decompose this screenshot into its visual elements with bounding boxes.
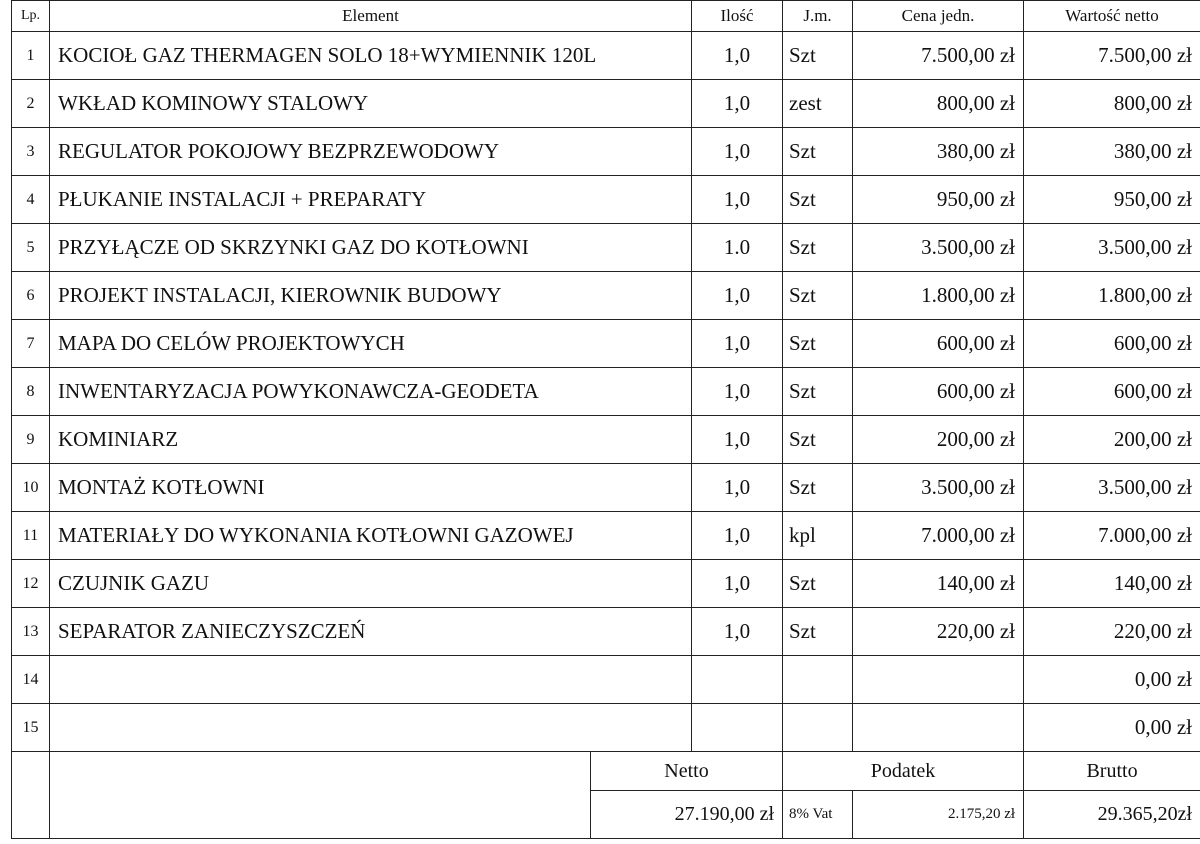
row-element: INWENTARYZACJA POWYKONAWCZA-GEODETA <box>50 368 692 416</box>
table-row <box>12 512 1200 560</box>
row-lp: 14 <box>12 656 50 704</box>
row-unit-price: 3.500,00 zł <box>853 464 1024 512</box>
row-lp: 8 <box>12 368 50 416</box>
table-row <box>12 32 1200 80</box>
row-unit-price: 600,00 zł <box>853 368 1024 416</box>
row-element <box>50 656 692 704</box>
table-row <box>12 128 1200 176</box>
row-unit-price: 3.500,00 zł <box>853 224 1024 272</box>
row-lp: 1 <box>12 32 50 80</box>
row-element: KOMINIARZ <box>50 416 692 464</box>
row-element: PRZYŁĄCZE OD SKRZYNKI GAZ DO KOTŁOWNI <box>50 224 692 272</box>
row-lp: 9 <box>12 416 50 464</box>
row-lp: 2 <box>12 80 50 128</box>
row-net-value: 7.500,00 zł <box>1024 32 1200 80</box>
row-qty: 1,0 <box>692 560 783 608</box>
row-qty: 1,0 <box>692 464 783 512</box>
row-net-value: 0,00 zł <box>1024 704 1200 752</box>
table-row <box>12 464 1200 512</box>
summary-brutto-value: 29.365,20zł <box>1024 791 1200 839</box>
row-unit-price: 600,00 zł <box>853 320 1024 368</box>
row-qty: 1,0 <box>692 368 783 416</box>
row-unit-price: 7.500,00 zł <box>853 32 1024 80</box>
row-unit: Szt <box>783 176 853 224</box>
row-unit-price: 1.800,00 zł <box>853 272 1024 320</box>
row-unit: Szt <box>783 560 853 608</box>
row-unit: Szt <box>783 464 853 512</box>
invoice-table <box>11 0 1200 839</box>
summary-netto-label: Netto <box>591 752 783 791</box>
row-unit: Szt <box>783 608 853 656</box>
header-lp: Lp. <box>12 1 50 32</box>
row-net-value: 0,00 zł <box>1024 656 1200 704</box>
summary-netto-value: 27.190,00 zł <box>591 791 783 839</box>
row-element: SEPARATOR ZANIECZYSZCZEŃ <box>50 608 692 656</box>
row-unit: Szt <box>783 416 853 464</box>
row-lp: 7 <box>12 320 50 368</box>
row-lp: 6 <box>12 272 50 320</box>
table-row <box>12 704 1200 752</box>
table-row <box>12 560 1200 608</box>
row-qty: 1,0 <box>692 176 783 224</box>
row-unit: Szt <box>783 128 853 176</box>
row-unit: Szt <box>783 272 853 320</box>
row-unit-price: 380,00 zł <box>853 128 1024 176</box>
row-net-value: 600,00 zł <box>1024 368 1200 416</box>
row-qty <box>692 704 783 752</box>
row-element: MATERIAŁY DO WYKONANIA KOTŁOWNI GAZOWEJ <box>50 512 692 560</box>
row-net-value: 950,00 zł <box>1024 176 1200 224</box>
row-element: CZUJNIK GAZU <box>50 560 692 608</box>
header-row <box>12 1 1200 32</box>
summary-vat-value: 2.175,20 zł <box>853 791 1024 839</box>
row-lp: 15 <box>12 704 50 752</box>
table-row <box>12 368 1200 416</box>
summary-blank-element <box>50 752 591 839</box>
header-unit-price: Cena jedn. <box>853 1 1024 32</box>
row-lp: 10 <box>12 464 50 512</box>
row-unit-price: 200,00 zł <box>853 416 1024 464</box>
row-element: PROJEKT INSTALACJI, KIEROWNIK BUDOWY <box>50 272 692 320</box>
row-unit: Szt <box>783 368 853 416</box>
row-element <box>50 704 692 752</box>
row-qty: 1,0 <box>692 32 783 80</box>
header-element: Element <box>50 1 692 32</box>
row-net-value: 220,00 zł <box>1024 608 1200 656</box>
row-unit: Szt <box>783 320 853 368</box>
row-net-value: 800,00 zł <box>1024 80 1200 128</box>
row-net-value: 200,00 zł <box>1024 416 1200 464</box>
row-lp: 3 <box>12 128 50 176</box>
row-qty: 1,0 <box>692 320 783 368</box>
row-net-value: 600,00 zł <box>1024 320 1200 368</box>
row-unit-price: 7.000,00 zł <box>853 512 1024 560</box>
row-element: REGULATOR POKOJOWY BEZPRZEWODOWY <box>50 128 692 176</box>
row-qty: 1.0 <box>692 224 783 272</box>
row-lp: 12 <box>12 560 50 608</box>
row-unit: kpl <box>783 512 853 560</box>
table-row <box>12 80 1200 128</box>
row-unit <box>783 704 853 752</box>
row-net-value: 380,00 zł <box>1024 128 1200 176</box>
row-qty: 1,0 <box>692 272 783 320</box>
row-element: KOCIOŁ GAZ THERMAGEN SOLO 18+WYMIENNIK 120L <box>50 32 692 80</box>
summary-vat-rate: 8% Vat <box>783 791 853 839</box>
row-unit-price <box>853 656 1024 704</box>
invoice-table-wrapper <box>11 0 1200 839</box>
row-unit-price: 800,00 zł <box>853 80 1024 128</box>
row-qty: 1,0 <box>692 80 783 128</box>
row-net-value: 3.500,00 zł <box>1024 224 1200 272</box>
row-unit-price: 140,00 zł <box>853 560 1024 608</box>
row-unit: Szt <box>783 32 853 80</box>
row-net-value: 3.500,00 zł <box>1024 464 1200 512</box>
table-row <box>12 224 1200 272</box>
row-unit: zest <box>783 80 853 128</box>
row-lp: 5 <box>12 224 50 272</box>
header-net-value: Wartość netto <box>1024 1 1200 32</box>
row-unit-price: 950,00 zł <box>853 176 1024 224</box>
table-row <box>12 416 1200 464</box>
row-qty: 1,0 <box>692 128 783 176</box>
row-lp: 13 <box>12 608 50 656</box>
row-element: MAPA DO CELÓW PROJEKTOWYCH <box>50 320 692 368</box>
header-unit: J.m. <box>783 1 853 32</box>
row-lp: 11 <box>12 512 50 560</box>
summary-podatek-label: Podatek <box>783 752 1024 791</box>
row-qty <box>692 656 783 704</box>
row-unit-price <box>853 704 1024 752</box>
row-qty: 1,0 <box>692 512 783 560</box>
row-qty: 1,0 <box>692 416 783 464</box>
row-net-value: 140,00 zł <box>1024 560 1200 608</box>
row-lp: 4 <box>12 176 50 224</box>
table-row <box>12 656 1200 704</box>
table-row <box>12 272 1200 320</box>
row-element: PŁUKANIE INSTALACJI + PREPARATY <box>50 176 692 224</box>
row-net-value: 7.000,00 zł <box>1024 512 1200 560</box>
row-unit <box>783 656 853 704</box>
row-element: WKŁAD KOMINOWY STALOWY <box>50 80 692 128</box>
table-row <box>12 320 1200 368</box>
row-element: MONTAŻ KOTŁOWNI <box>50 464 692 512</box>
summary-brutto-label: Brutto <box>1024 752 1200 791</box>
row-net-value: 1.800,00 zł <box>1024 272 1200 320</box>
table-row <box>12 608 1200 656</box>
table-row <box>12 176 1200 224</box>
summary-blank-lp <box>12 752 50 839</box>
row-unit: Szt <box>783 224 853 272</box>
summary-header-row <box>12 752 1200 791</box>
header-qty: Ilość <box>692 1 783 32</box>
row-unit-price: 220,00 zł <box>853 608 1024 656</box>
row-qty: 1,0 <box>692 608 783 656</box>
